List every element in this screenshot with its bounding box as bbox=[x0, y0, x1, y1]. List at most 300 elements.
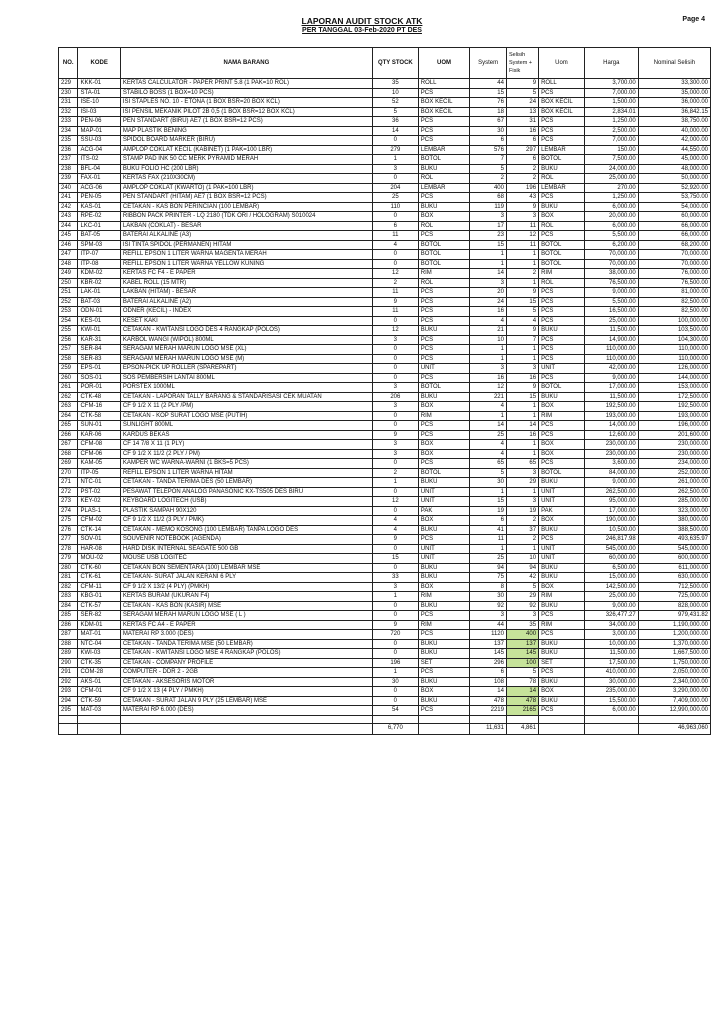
cell-kode: CTK-14 bbox=[78, 525, 120, 535]
cell-uom2: LEMBAR bbox=[539, 145, 585, 155]
cell-system: 75 bbox=[470, 573, 507, 583]
cell-nama-barang: BUKU FOLIO HC (200 LBR) bbox=[120, 164, 372, 174]
cell-no: 274 bbox=[59, 506, 78, 516]
cell-nominal-selisih: 725,000.00 bbox=[638, 592, 710, 602]
cell-uom: PCS bbox=[418, 88, 470, 98]
table-row bbox=[59, 573, 711, 583]
cell-system: 30 bbox=[470, 126, 507, 136]
cell-uom: BOTOL bbox=[418, 240, 470, 250]
cell-uom2: BUKU bbox=[539, 326, 585, 336]
cell-kode: PST-02 bbox=[78, 487, 120, 497]
cell-uom: RIM bbox=[418, 269, 470, 279]
cell-no: 243 bbox=[59, 212, 78, 222]
cell-harga: 1,500.00 bbox=[584, 98, 638, 108]
cell-no: 293 bbox=[59, 687, 78, 697]
cell-selisih: 3 bbox=[506, 497, 538, 507]
cell-qty-stock: 0 bbox=[372, 411, 418, 421]
cell-nominal-selisih: 545,000.00 bbox=[638, 544, 710, 554]
cell-system: 576 bbox=[470, 145, 507, 155]
cell-system: 8 bbox=[470, 582, 507, 592]
cell-no: 289 bbox=[59, 649, 78, 659]
cell-nama-barang: CETAKAN - KAS BON (KASIR) MSE bbox=[120, 601, 372, 611]
cell-no: 252 bbox=[59, 297, 78, 307]
cell-qty-stock: 0 bbox=[372, 459, 418, 469]
total-selisih: 4,861 bbox=[506, 723, 538, 734]
cell-uom2: PCS bbox=[539, 297, 585, 307]
cell-selisih: 3 bbox=[506, 611, 538, 621]
cell-uom: LEMBAR bbox=[418, 183, 470, 193]
table-row bbox=[59, 563, 711, 573]
cell-nominal-selisih: 110,000.00 bbox=[638, 345, 710, 355]
cell-nama-barang: CETAKAN - COMPANY PROFILE bbox=[120, 658, 372, 668]
table-row bbox=[59, 392, 711, 402]
cell-kode: CFM-16 bbox=[78, 402, 120, 412]
cell-nama-barang: MATERAI RP 3.000 (DES) bbox=[120, 630, 372, 640]
cell-no: 290 bbox=[59, 658, 78, 668]
cell-nominal-selisih: 100,000.00 bbox=[638, 316, 710, 326]
cell-kode: ODN-01 bbox=[78, 307, 120, 317]
cell-uom: PCS bbox=[418, 316, 470, 326]
cell-harga: 9,000.00 bbox=[584, 478, 638, 488]
cell-qty-stock: 30 bbox=[372, 677, 418, 687]
cell-no: 249 bbox=[59, 269, 78, 279]
cell-harga: 17,000.00 bbox=[584, 506, 638, 516]
cell-system: 1 bbox=[470, 354, 507, 364]
cell-uom: PCS bbox=[418, 288, 470, 298]
cell-kode: ITP-07 bbox=[78, 250, 120, 260]
cell-kode: SSU-03 bbox=[78, 136, 120, 146]
cell-no: 278 bbox=[59, 544, 78, 554]
cell-nominal-selisih: 192,500.00 bbox=[638, 402, 710, 412]
cell-harga: 42,000.00 bbox=[584, 364, 638, 374]
cell-uom2: BOTOL bbox=[539, 155, 585, 165]
cell-nama-barang: KERTAS FC A4 - E PAPER bbox=[120, 620, 372, 630]
cell-selisih: 14 bbox=[506, 421, 538, 431]
table-row bbox=[59, 297, 711, 307]
cell-uom: BOTOL bbox=[418, 155, 470, 165]
cell-uom2: BUKU bbox=[539, 649, 585, 659]
cell-no: 267 bbox=[59, 440, 78, 450]
cell-uom: BUKU bbox=[418, 639, 470, 649]
cell-selisih: 1 bbox=[506, 345, 538, 355]
cell-uom: BUKU bbox=[418, 326, 470, 336]
cell-kode: SER-82 bbox=[78, 611, 120, 621]
cell-system: 2 bbox=[470, 174, 507, 184]
table-row bbox=[59, 316, 711, 326]
cell-kode: CTK-58 bbox=[78, 411, 120, 421]
cell-nama-barang: SERAGAM MERAH MARUN LOGO MSE (M) bbox=[120, 354, 372, 364]
cell-uom2: BUKU bbox=[539, 563, 585, 573]
cell-uom: PCS bbox=[418, 136, 470, 146]
cell-harga: 11,500.00 bbox=[584, 326, 638, 336]
cell-selisih: 196 bbox=[506, 183, 538, 193]
cell-no: 292 bbox=[59, 677, 78, 687]
cell-uom2: UNIT bbox=[539, 487, 585, 497]
table-row bbox=[59, 259, 711, 269]
cell-uom2: BOTOL bbox=[539, 250, 585, 260]
cell-nominal-selisih: 144,000.00 bbox=[638, 373, 710, 383]
cell-harga: 14,000.00 bbox=[584, 421, 638, 431]
cell-qty-stock: 10 bbox=[372, 88, 418, 98]
cell-uom2: PCS bbox=[539, 88, 585, 98]
cell-selisih: 78 bbox=[506, 677, 538, 687]
cell-no: 279 bbox=[59, 554, 78, 564]
cell-nominal-selisih: 1,750,000.00 bbox=[638, 658, 710, 668]
cell-system: 17 bbox=[470, 221, 507, 231]
cell-kode: PEN-06 bbox=[78, 117, 120, 127]
cell-uom2: PCS bbox=[539, 706, 585, 716]
cell-selisih: 7 bbox=[506, 335, 538, 345]
cell-nama-barang: KABEL ROLL (15 MTR) bbox=[120, 278, 372, 288]
cell-uom: PCS bbox=[418, 535, 470, 545]
cell-nama-barang: CETAKAN- SURAT JALAN KERANI 6 PLY bbox=[120, 573, 372, 583]
cell-no: 254 bbox=[59, 316, 78, 326]
cell-harga: 326,477.27 bbox=[584, 611, 638, 621]
cell-qty-stock: 3 bbox=[372, 449, 418, 459]
cell-qty-stock: 2 bbox=[372, 468, 418, 478]
cell-nama-barang: CF 9 1/2 X 13 (4 PLY / PMKH) bbox=[120, 687, 372, 697]
cell-no: 269 bbox=[59, 459, 78, 469]
table-row bbox=[59, 126, 711, 136]
cell-system: 1 bbox=[470, 487, 507, 497]
total-qty: 6,770 bbox=[372, 723, 418, 734]
cell-harga: 11,500.00 bbox=[584, 392, 638, 402]
cell-nama-barang: PEN STANDART (BIRU) AE7 (1 BOX BSR=12 PCS) bbox=[120, 117, 372, 127]
cell-kode: PLAS-1 bbox=[78, 506, 120, 516]
cell-selisih: 1 bbox=[506, 250, 538, 260]
cell-nominal-selisih: 230,000.00 bbox=[638, 449, 710, 459]
cell-qty-stock: 11 bbox=[372, 288, 418, 298]
cell-selisih: 400 bbox=[506, 630, 538, 640]
cell-system: 21 bbox=[470, 326, 507, 336]
cell-harga: 6,000.00 bbox=[584, 221, 638, 231]
cell-no: 238 bbox=[59, 164, 78, 174]
cell-system: 6 bbox=[470, 136, 507, 146]
table-row bbox=[59, 497, 711, 507]
cell-qty-stock: 36 bbox=[372, 117, 418, 127]
cell-selisih: 2 bbox=[506, 516, 538, 526]
cell-kode: SUN-01 bbox=[78, 421, 120, 431]
cell-selisih: 1 bbox=[506, 544, 538, 554]
cell-harga: 25,000.00 bbox=[584, 592, 638, 602]
cell-uom: UNIT bbox=[418, 497, 470, 507]
cell-selisih: 19 bbox=[506, 506, 538, 516]
table-row bbox=[59, 411, 711, 421]
cell-nama-barang: CETAKAN - AKSESORIS MOTOR bbox=[120, 677, 372, 687]
cell-kode: ACG-04 bbox=[78, 145, 120, 155]
cell-nominal-selisih: 45,000.00 bbox=[638, 155, 710, 165]
cell-nominal-selisih: 36,842.15 bbox=[638, 107, 710, 117]
cell-harga: 12,600.00 bbox=[584, 430, 638, 440]
cell-system: 1 bbox=[470, 345, 507, 355]
cell-uom: PCS bbox=[418, 611, 470, 621]
table-row bbox=[59, 373, 711, 383]
table-row bbox=[59, 544, 711, 554]
cell-no: 261 bbox=[59, 383, 78, 393]
cell-harga: 16,500.00 bbox=[584, 307, 638, 317]
cell-system: 137 bbox=[470, 639, 507, 649]
audit-stock-table bbox=[58, 47, 711, 735]
cell-system: 68 bbox=[470, 193, 507, 203]
cell-uom: PCS bbox=[418, 297, 470, 307]
cell-harga: 15,000.00 bbox=[584, 573, 638, 583]
table-row bbox=[59, 269, 711, 279]
cell-uom2: PCS bbox=[539, 535, 585, 545]
col-header-nominal-selisih: Nominal Selisih bbox=[638, 48, 710, 79]
cell-qty-stock: 204 bbox=[372, 183, 418, 193]
cell-uom2: RIM bbox=[539, 620, 585, 630]
table-row bbox=[59, 421, 711, 431]
cell-nama-barang: CF 14 7/8 X 11 (1 PLY) bbox=[120, 440, 372, 450]
cell-kode: LKC-01 bbox=[78, 221, 120, 231]
cell-nominal-selisih: 42,000.00 bbox=[638, 136, 710, 146]
cell-selisih: 15 bbox=[506, 392, 538, 402]
cell-kode: MOU-02 bbox=[78, 554, 120, 564]
cell-harga: 25,000.00 bbox=[584, 174, 638, 184]
cell-harga: 7,500.00 bbox=[584, 155, 638, 165]
cell-qty-stock: 11 bbox=[372, 231, 418, 241]
cell-nominal-selisih: 323,000.00 bbox=[638, 506, 710, 516]
cell-uom2: PAK bbox=[539, 506, 585, 516]
table-row bbox=[59, 88, 711, 98]
cell-uom: PCS bbox=[418, 335, 470, 345]
cell-system: 10 bbox=[470, 335, 507, 345]
cell-system: 92 bbox=[470, 601, 507, 611]
table-row bbox=[59, 677, 711, 687]
cell-selisih: 137 bbox=[506, 639, 538, 649]
col-header-uom2: Uom bbox=[539, 48, 585, 79]
table-row bbox=[59, 335, 711, 345]
cell-no: 266 bbox=[59, 430, 78, 440]
cell-selisih: 6 bbox=[506, 136, 538, 146]
cell-selisih: 3 bbox=[506, 364, 538, 374]
table-row bbox=[59, 193, 711, 203]
cell-nominal-selisih: 285,000.00 bbox=[638, 497, 710, 507]
cell-uom: PCS bbox=[418, 430, 470, 440]
cell-uom: BUKU bbox=[418, 677, 470, 687]
cell-qty-stock: 1 bbox=[372, 592, 418, 602]
cell-nominal-selisih: 196,000.00 bbox=[638, 421, 710, 431]
cell-nominal-selisih: 380,000.00 bbox=[638, 516, 710, 526]
cell-qty-stock: 1 bbox=[372, 478, 418, 488]
cell-selisih: 1 bbox=[506, 259, 538, 269]
cell-qty-stock: 12 bbox=[372, 326, 418, 336]
cell-nama-barang: CF 9 1/2 X 11/2 (2 PLY / PM) bbox=[120, 449, 372, 459]
cell-system: 145 bbox=[470, 649, 507, 659]
cell-nominal-selisih: 66,000.00 bbox=[638, 221, 710, 231]
cell-uom: BUKU bbox=[418, 164, 470, 174]
col-header-no: NO. bbox=[59, 48, 78, 79]
cell-qty-stock: 0 bbox=[372, 259, 418, 269]
cell-uom: BOTOL bbox=[418, 468, 470, 478]
cell-nominal-selisih: 493,635.97 bbox=[638, 535, 710, 545]
cell-uom2: PCS bbox=[539, 126, 585, 136]
cell-no: 285 bbox=[59, 611, 78, 621]
cell-nama-barang: STABILO BOSS (1 BOX=10 PCS) bbox=[120, 88, 372, 98]
cell-nama-barang: SERAGAM MERAH MARUN LOGO MSE ( L ) bbox=[120, 611, 372, 621]
cell-uom: UNIT bbox=[418, 554, 470, 564]
cell-nama-barang: AMPLOP COKLAT (KWARTO) (1 PAK=100 LBR) bbox=[120, 183, 372, 193]
cell-kode: KDM-01 bbox=[78, 620, 120, 630]
cell-harga: 5,500.00 bbox=[584, 297, 638, 307]
cell-uom2: UNIT bbox=[539, 497, 585, 507]
cell-qty-stock: 9 bbox=[372, 297, 418, 307]
cell-qty-stock: 2 bbox=[372, 278, 418, 288]
cell-nama-barang: KERTAS BURAM (UKURAN F4) bbox=[120, 592, 372, 602]
cell-kode: CTK-48 bbox=[78, 392, 120, 402]
table-row bbox=[59, 288, 711, 298]
cell-uom2: RIM bbox=[539, 269, 585, 279]
cell-uom: BOX bbox=[418, 582, 470, 592]
cell-uom2: BOTOL bbox=[539, 240, 585, 250]
cell-selisih: 9 bbox=[506, 326, 538, 336]
cell-no: 255 bbox=[59, 326, 78, 336]
cell-uom: BUKU bbox=[418, 573, 470, 583]
cell-uom2: BOX bbox=[539, 402, 585, 412]
cell-uom: BOX KECIL bbox=[418, 98, 470, 108]
cell-uom: ROLL bbox=[418, 79, 470, 89]
cell-harga: 15,500.00 bbox=[584, 696, 638, 706]
cell-qty-stock: 0 bbox=[372, 316, 418, 326]
cell-nominal-selisih: 53,750.00 bbox=[638, 193, 710, 203]
cell-nama-barang: CETAKAN - MEMO KOSONG (100 LEMBAR) TANPA LOGO DES bbox=[120, 525, 372, 535]
cell-nominal-selisih: 76,500.00 bbox=[638, 278, 710, 288]
cell-qty-stock: 11 bbox=[372, 307, 418, 317]
cell-nama-barang: CETAKAN BON SEMENTARA (100) LEMBAR MSE bbox=[120, 563, 372, 573]
cell-system: 16 bbox=[470, 307, 507, 317]
cell-uom2: ROLL bbox=[539, 79, 585, 89]
table-row bbox=[59, 136, 711, 146]
cell-qty-stock: 196 bbox=[372, 658, 418, 668]
cell-nominal-selisih: 1,200,000.00 bbox=[638, 630, 710, 640]
cell-nominal-selisih: 70,000.00 bbox=[638, 250, 710, 260]
cell-selisih: 5 bbox=[506, 668, 538, 678]
cell-selisih: 2 bbox=[506, 535, 538, 545]
cell-harga: 410,000.00 bbox=[584, 668, 638, 678]
cell-nama-barang: CETAKAN - KOP SURAT LOGO MSE (PUTIH) bbox=[120, 411, 372, 421]
cell-no: 276 bbox=[59, 525, 78, 535]
cell-harga: 11,500.00 bbox=[584, 649, 638, 659]
cell-qty-stock: 6 bbox=[372, 221, 418, 231]
cell-no: 268 bbox=[59, 449, 78, 459]
cell-uom2: PCS bbox=[539, 354, 585, 364]
table-row bbox=[59, 231, 711, 241]
cell-uom: BUKU bbox=[418, 392, 470, 402]
table-row bbox=[59, 696, 711, 706]
table-row bbox=[59, 449, 711, 459]
cell-system: 1120 bbox=[470, 630, 507, 640]
cell-kode: KBG-01 bbox=[78, 592, 120, 602]
cell-kode: ACG-06 bbox=[78, 183, 120, 193]
cell-nama-barang: KEYBOARD LOGITECH (USB) bbox=[120, 497, 372, 507]
cell-selisih: 5 bbox=[506, 307, 538, 317]
cell-kode: KDM-02 bbox=[78, 269, 120, 279]
cell-uom2: BUKU bbox=[539, 696, 585, 706]
cell-kode: MAT-03 bbox=[78, 706, 120, 716]
cell-nominal-selisih: 2,050,000.00 bbox=[638, 668, 710, 678]
cell-system: 19 bbox=[470, 506, 507, 516]
cell-no: 256 bbox=[59, 335, 78, 345]
cell-harga: 17,500.00 bbox=[584, 658, 638, 668]
cell-nama-barang: SPIDOL BOARD MARKER (BIRU) bbox=[120, 136, 372, 146]
cell-qty-stock: 54 bbox=[372, 706, 418, 716]
cell-no: 272 bbox=[59, 487, 78, 497]
cell-system: 67 bbox=[470, 117, 507, 127]
cell-no: 273 bbox=[59, 497, 78, 507]
cell-no: 295 bbox=[59, 706, 78, 716]
cell-uom: PCS bbox=[418, 117, 470, 127]
cell-system: 65 bbox=[470, 459, 507, 469]
cell-nama-barang: MOUSE USB LOGITEC bbox=[120, 554, 372, 564]
cell-nama-barang: COMPUTER - DDR 2 - 2GB bbox=[120, 668, 372, 678]
cell-uom2: BUKU bbox=[539, 525, 585, 535]
cell-no: 291 bbox=[59, 668, 78, 678]
cell-selisih: 92 bbox=[506, 601, 538, 611]
cell-selisih: 145 bbox=[506, 649, 538, 659]
cell-uom2: PCS bbox=[539, 136, 585, 146]
cell-system: 14 bbox=[470, 687, 507, 697]
table-row bbox=[59, 202, 711, 212]
cell-harga: 3,600.00 bbox=[584, 459, 638, 469]
table-row bbox=[59, 345, 711, 355]
cell-nominal-selisih: 36,000.00 bbox=[638, 98, 710, 108]
cell-harga: 6,500.00 bbox=[584, 563, 638, 573]
cell-uom: BUKU bbox=[418, 525, 470, 535]
cell-selisih: 11 bbox=[506, 221, 538, 231]
cell-nominal-selisih: 153,000.00 bbox=[638, 383, 710, 393]
cell-uom: PCS bbox=[418, 706, 470, 716]
cell-harga: 20,000.00 bbox=[584, 212, 638, 222]
cell-no: 270 bbox=[59, 468, 78, 478]
cell-system: 11 bbox=[470, 535, 507, 545]
cell-uom2: ROL bbox=[539, 221, 585, 231]
cell-no: 265 bbox=[59, 421, 78, 431]
cell-selisih: 9 bbox=[506, 383, 538, 393]
cell-selisih: 100 bbox=[506, 658, 538, 668]
cell-qty-stock: 0 bbox=[372, 563, 418, 573]
cell-selisih: 5 bbox=[506, 582, 538, 592]
cell-uom: SET bbox=[418, 658, 470, 668]
col-header-system: System bbox=[470, 48, 507, 79]
table-row bbox=[59, 658, 711, 668]
cell-qty-stock: 35 bbox=[372, 79, 418, 89]
cell-selisih: 16 bbox=[506, 373, 538, 383]
cell-uom2: BOX bbox=[539, 582, 585, 592]
cell-nominal-selisih: 630,000.00 bbox=[638, 573, 710, 583]
cell-qty-stock: 3 bbox=[372, 164, 418, 174]
cell-no: 248 bbox=[59, 259, 78, 269]
cell-qty-stock: 3 bbox=[372, 440, 418, 450]
table-row bbox=[59, 155, 711, 165]
totals-row bbox=[59, 723, 711, 734]
cell-system: 41 bbox=[470, 525, 507, 535]
cell-no: 283 bbox=[59, 592, 78, 602]
cell-system: 296 bbox=[470, 658, 507, 668]
cell-selisih: 42 bbox=[506, 573, 538, 583]
cell-qty-stock: 9 bbox=[372, 535, 418, 545]
cell-qty-stock: 0 bbox=[372, 136, 418, 146]
cell-nominal-selisih: 38,750.00 bbox=[638, 117, 710, 127]
cell-system: 94 bbox=[470, 563, 507, 573]
cell-uom2: UNIT bbox=[539, 364, 585, 374]
cell-no: 264 bbox=[59, 411, 78, 421]
cell-harga: 9,000.00 bbox=[584, 288, 638, 298]
cell-no: 275 bbox=[59, 516, 78, 526]
cell-selisih: 1 bbox=[506, 411, 538, 421]
cell-nama-barang: SOUVENIR NOTEBOOK (AGENDA) bbox=[120, 535, 372, 545]
cell-uom: BUKU bbox=[418, 696, 470, 706]
cell-nominal-selisih: 388,500.00 bbox=[638, 525, 710, 535]
